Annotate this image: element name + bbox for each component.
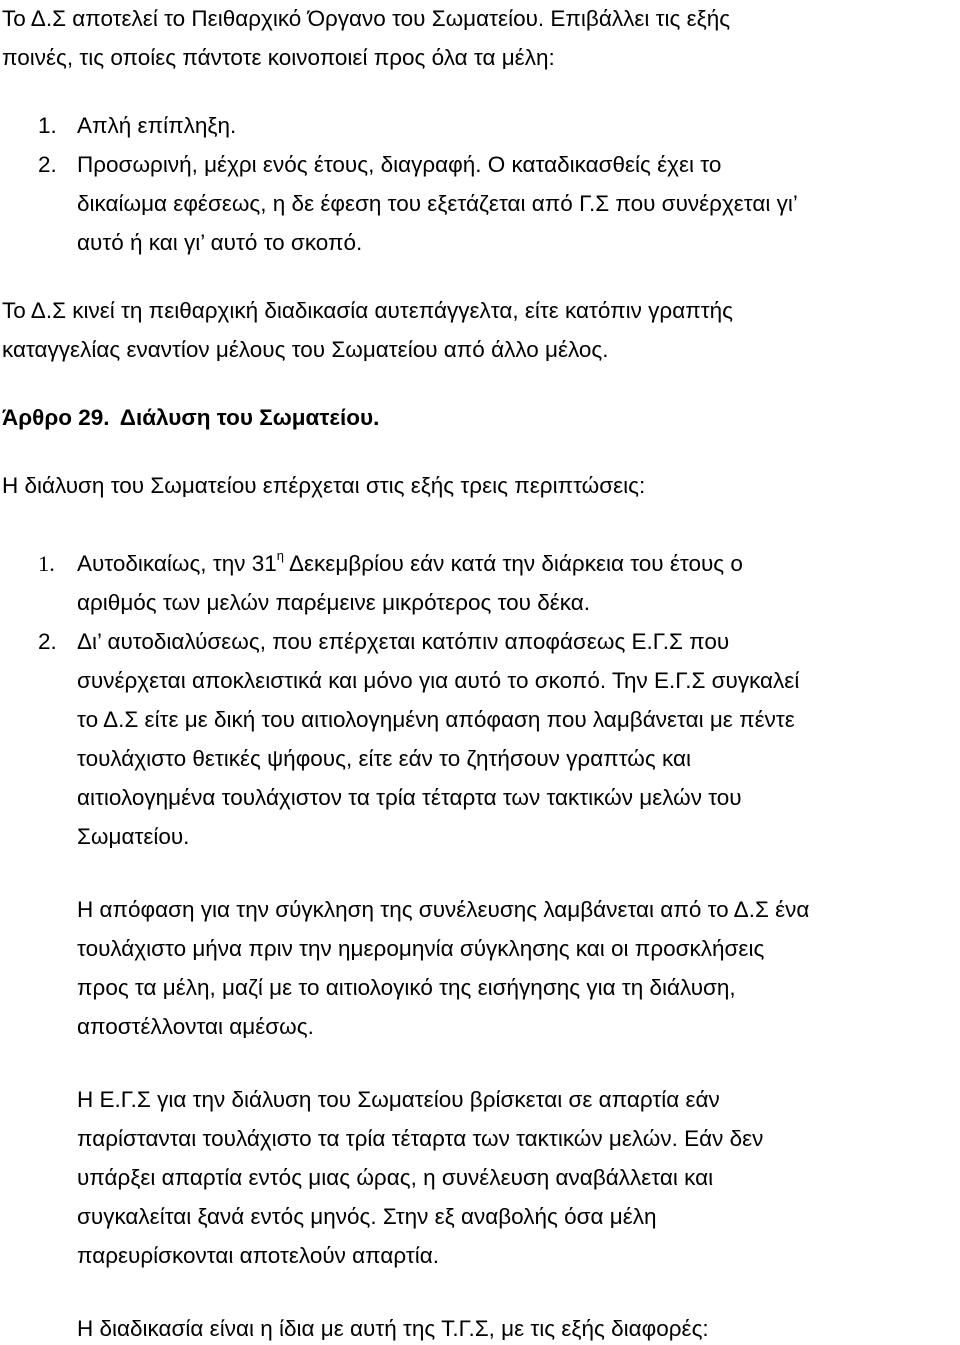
quorum-line-4: συγκαλείται ξανά εντός μηνός. Στην εξ αναβολής όσα μέλη xyxy=(77,1204,657,1229)
convocation-line-2: τουλάχιστο μήνα πριν την ημερομηνία σύγκλησης και οι προσκλήσεις xyxy=(77,936,765,961)
quorum-line-2: παρίστανται τουλάχιστο τα τρία τέταρτα των τακτικών μελών. Εάν δεν xyxy=(77,1126,764,1151)
convocation-line-4: αποστέλλονται αμέσως. xyxy=(77,1014,314,1039)
last-line: Η διαδικασία είναι η ίδια με αυτή της Τ.Γ.Σ, με τις εξής διαφορές: xyxy=(77,1316,709,1341)
case-2-number: 2. xyxy=(38,629,57,654)
intro-line-2: ποινές, τις οποίες πάντοτε κοινοποιεί προς όλα τα μέλη: xyxy=(2,45,555,70)
case-2-line-4: τουλάχιστο θετικές ψήφους, είτε εάν το ζητήσουν γραπτώς και xyxy=(77,746,691,771)
penalty-2-number: 2. xyxy=(38,152,57,177)
quorum-line-3: υπάρξει απαρτία εντός μιας ώρας, η συνέλευση αναβάλλεται και xyxy=(77,1165,714,1190)
penalty-2-line-2: δικαίωμα εφέσεως, η δε έφεση του εξετάζεται από Γ.Σ που συνέρχεται γι’ xyxy=(77,191,798,216)
procedure-line-1: Το Δ.Σ κινεί τη πειθαρχική διαδικασία αυτεπάγγελτα, είτε κατόπιν γραπτής xyxy=(2,298,733,323)
penalty-2-line-3: αυτό ή και γι’ αυτό το σκοπό. xyxy=(77,230,363,255)
article-number: Άρθρο 29. xyxy=(2,405,110,430)
penalty-1-number: 1. xyxy=(38,113,57,138)
case-2-line-6: Σωματείου. xyxy=(77,824,190,849)
case-1-line-1-post: Δεκεμβρίου εάν κατά την διάρκεια του έτους ο xyxy=(283,551,743,576)
ordinal-superscript: η xyxy=(276,548,284,563)
case-2-line-2: συνέρχεται αποκλειστικά και μόνο για αυτό το σκοπό. Την Ε.Γ.Σ συγκαλεί xyxy=(77,668,800,693)
intro-line-1: Το Δ.Σ αποτελεί το Πειθαρχικό Όργανο του Σωματείου. Επιβάλλει τις εξής xyxy=(2,6,731,31)
penalty-1-text: Απλή επίπληξη. xyxy=(77,113,237,138)
dissolution-intro: Η διάλυση του Σωματείου επέρχεται στις εξής τρεις περιπτώσεις: xyxy=(2,473,646,498)
convocation-line-3: προς τα μέλη, μαζί με το αιτιολογικό της εισήγησης για τη διάλυση, xyxy=(77,975,736,1000)
convocation-line-1: Η απόφαση για την σύγκληση της συνέλευσης λαμβάνεται από το Δ.Σ ένα xyxy=(77,897,810,922)
case-2-line-3: το Δ.Σ είτε με δική του αιτιολογημένη απόφαση που λαμβάνεται με πέντε xyxy=(77,707,795,732)
procedure-line-2: καταγγελίας εναντίον μέλους του Σωματείου από άλλο μέλος. xyxy=(2,337,609,362)
case-2-line-1: Δι’ αυτοδιαλύσεως, που επέρχεται κατόπιν αποφάσεως Ε.Γ.Σ που xyxy=(77,629,730,654)
article-heading xyxy=(2,405,379,431)
case-1-line-2: αριθμός των μελών παρέμεινε μικρότερος του δέκα. xyxy=(77,590,591,615)
case-2-line-5: αιτιολογημένα τουλάχιστον τα τρία τέταρτα των τακτικών μελών του xyxy=(77,785,742,810)
case-1-line-1 xyxy=(77,548,743,577)
quorum-line-1: Η Ε.Γ.Σ για την διάλυση του Σωματείου βρίσκεται σε απαρτία εάν xyxy=(77,1087,720,1112)
quorum-line-5: παρευρίσκονται αποτελούν απαρτία. xyxy=(77,1243,439,1268)
penalty-2-line-1: Προσωρινή, μέχρι ενός έτους, διαγραφή. Ο καταδικασθείς έχει το xyxy=(77,152,722,177)
article-title: Διάλυση του Σωματείου. xyxy=(119,405,380,430)
case-1-line-1-pre: Αυτοδικαίως, την 31 xyxy=(77,551,277,576)
case-1-number: 1. xyxy=(38,551,55,576)
